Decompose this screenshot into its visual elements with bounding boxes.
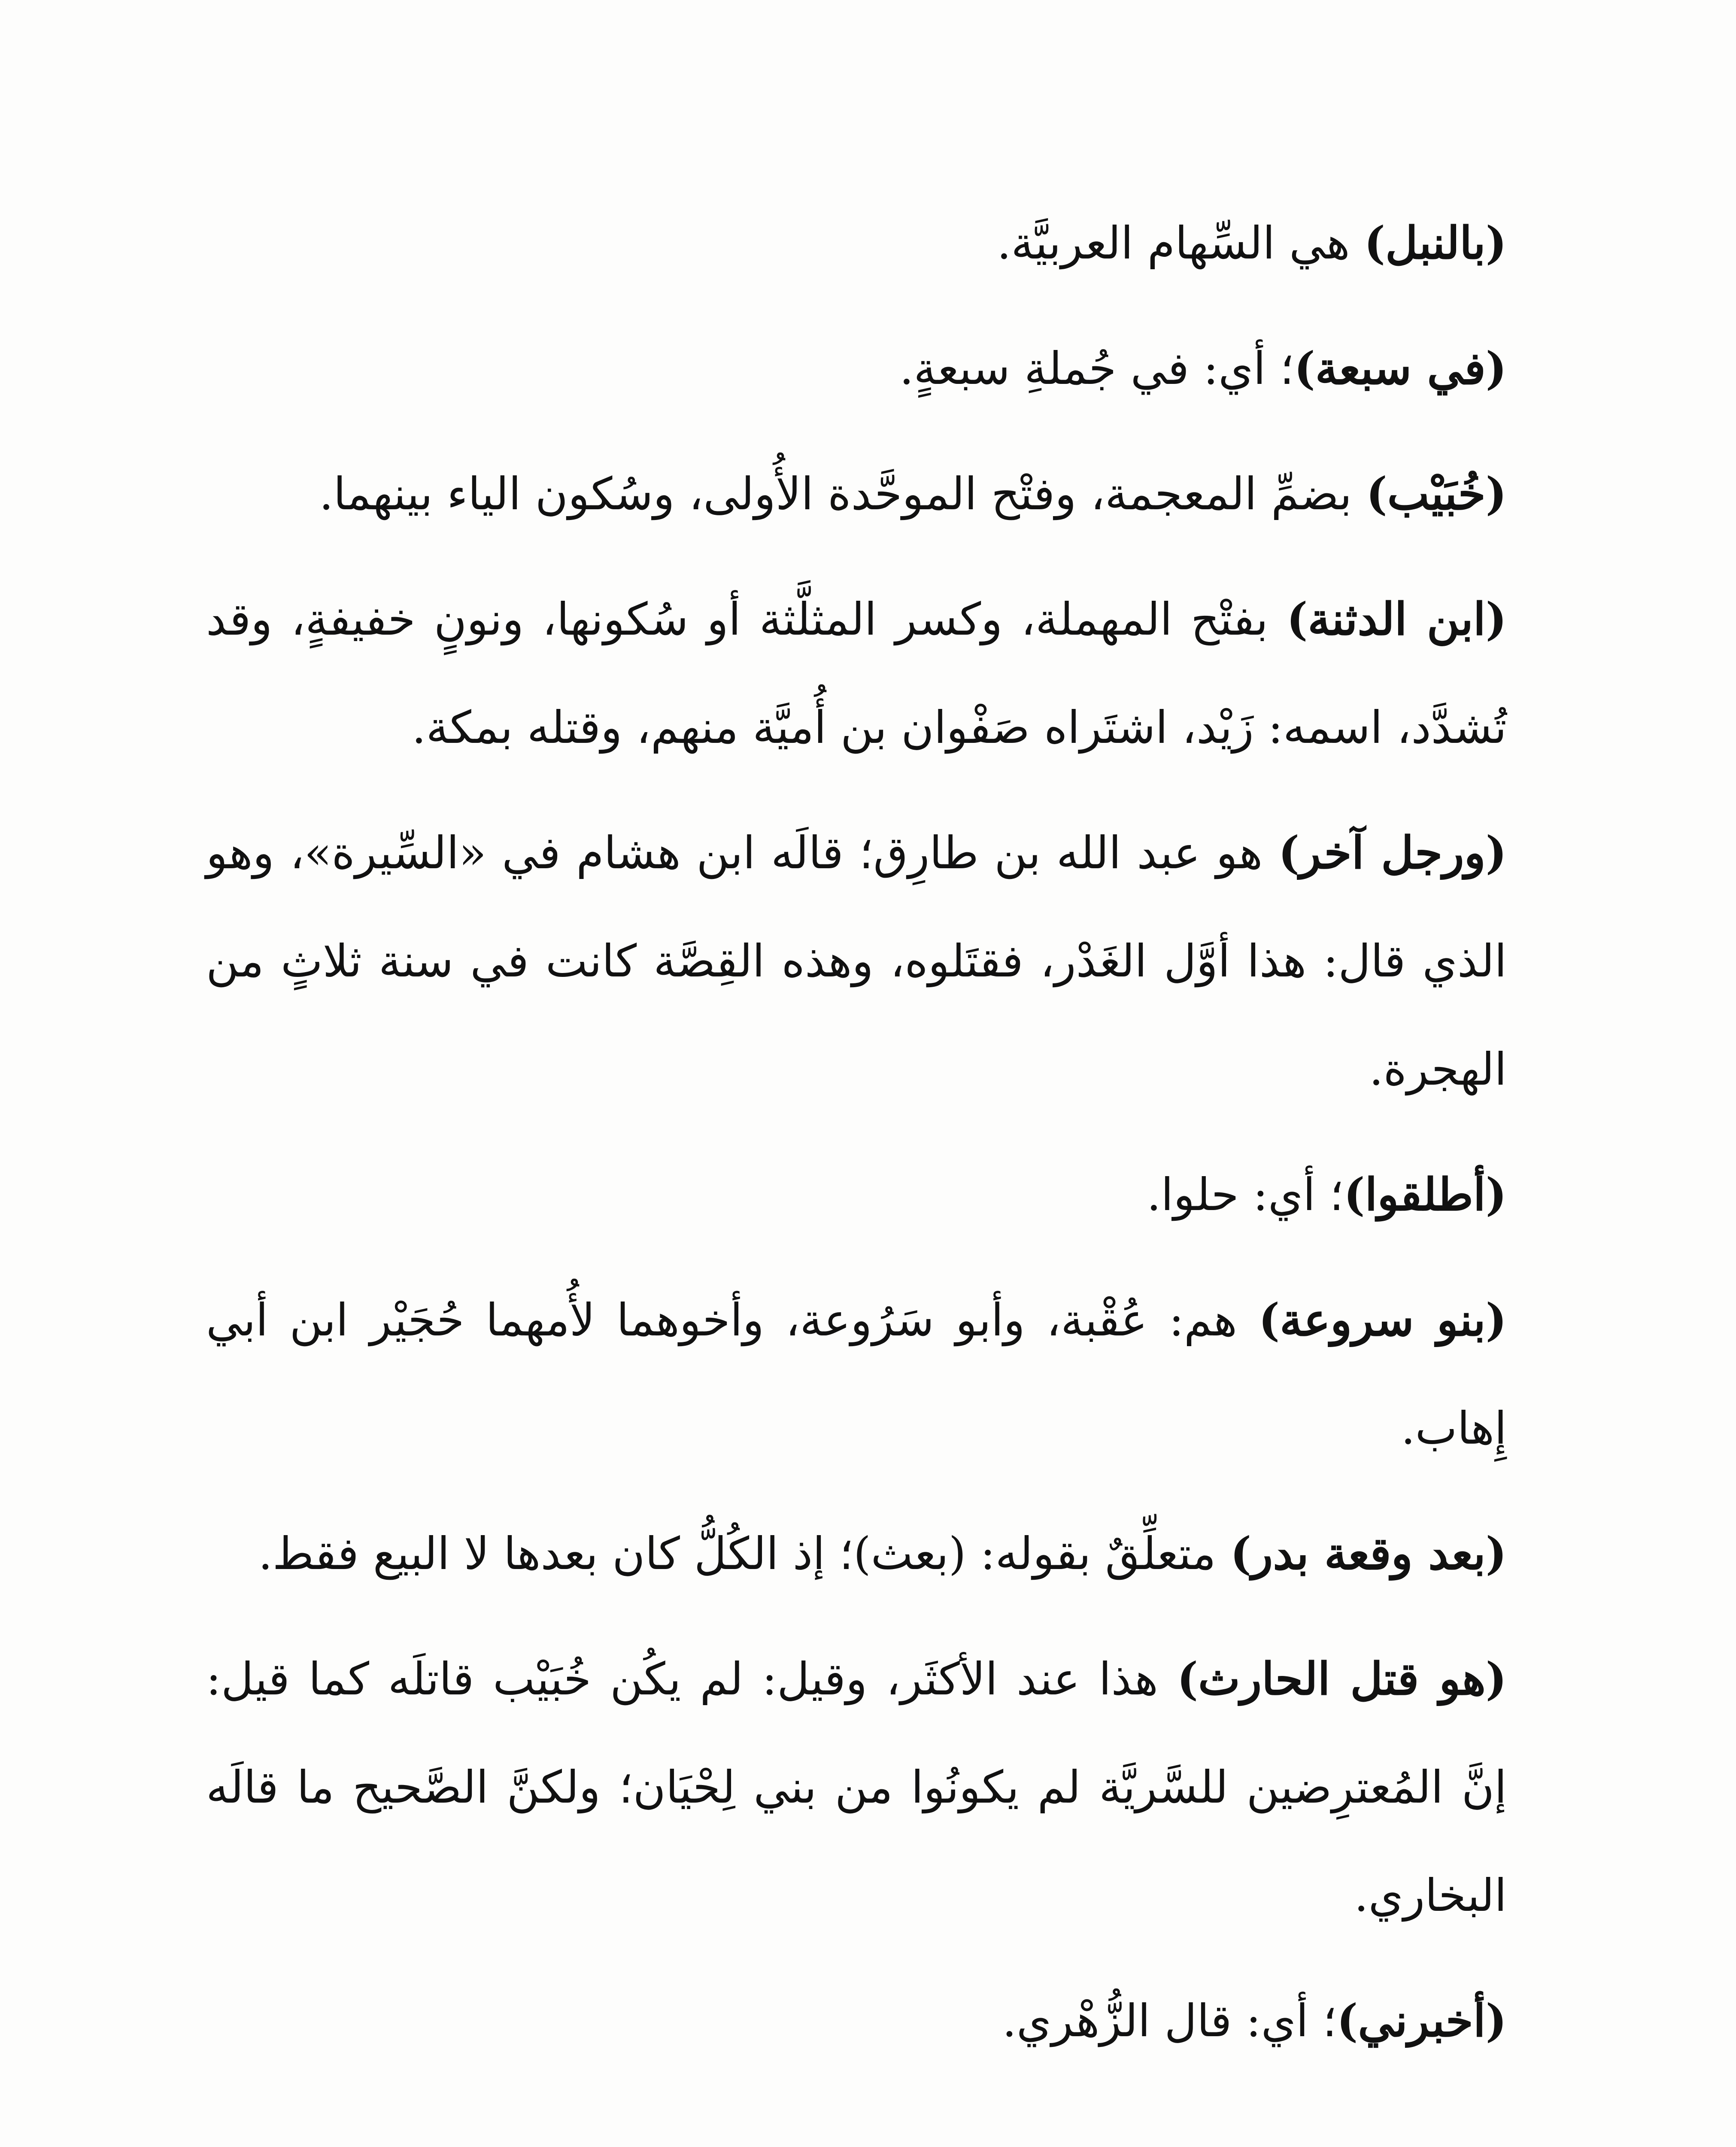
- term-2: (في سبعة): [1294, 342, 1507, 395]
- term-8: (بعد وقعة بدر): [1230, 1527, 1507, 1580]
- body-3: بضمِّ المعجمة، وفتْح الموحَّدة الأُولى، وسُكون الياء بينهما.: [319, 468, 1366, 520]
- body-10: ؛ أي: قال الزُّهْري.: [1002, 1995, 1337, 2047]
- term-4: (ابن الدثنة): [1287, 593, 1507, 645]
- term-9: (هو قتل الحارث): [1177, 1652, 1507, 1705]
- paragraph-1: [206, 189, 1507, 297]
- paragraph-9: [206, 1625, 1507, 1949]
- body-5: هو عبد الله بن طارِق؛ قالَه ابن هشام في «السِّيرة»، وهو الذي قال: هذا أوَّل الغَدْر، فقتَلوه، وهذه القِصَّة كانت في سنة ثلاثٍ من الهجرة.: [206, 827, 1507, 1095]
- term-1: (بالنبل): [1364, 216, 1507, 269]
- body-6: ؛ أي: حلوا.: [1147, 1168, 1344, 1221]
- term-5: (ورجل آخر): [1278, 826, 1507, 879]
- body-4: بفتْح المهملة، وكسر المثلَّثة أو سُكونها، ونونٍ خفيفةٍ، وقد تُشدَّد، اسمه: زَيْد، اشتَراه صَفْوان بن أُميَّة منهم، وقتله بمكة.: [206, 593, 1507, 754]
- paragraph-7: [206, 1266, 1507, 1482]
- body-7: هم: عُقْبة، وأبو سَرُوعة، وأخوهما لأُمهما حُجَيْر ابن أبي إِهاب.: [206, 1294, 1507, 1454]
- term-7: (بنو سروعة): [1258, 1293, 1507, 1346]
- paragraph-6: [206, 1140, 1507, 1249]
- paragraph-5: [206, 799, 1507, 1123]
- paragraph-2: [206, 314, 1507, 423]
- commentary-text: [206, 189, 1507, 2092]
- term-3: (خُبَيْب): [1366, 467, 1507, 520]
- term-10: (أخبرني): [1337, 1994, 1507, 2047]
- term-6: (أطلقوا): [1344, 1168, 1507, 1221]
- body-9: هذا عند الأكثَر، وقيل: لم يكُن خُبَيْب قاتلَه كما قيل: إنَّ المُعترِضين للسَّريَّة لم يكونُوا من بني لِحْيَان؛ ولكنَّ الصَّحيح ما قالَه البخاري.: [206, 1653, 1507, 1922]
- paragraph-3: [206, 440, 1507, 548]
- body-8: متعلِّقٌ بقوله: (بعث)؛ إذ الكُلُّ كان بعدها لا البيع فقط.: [258, 1527, 1230, 1580]
- body-2: ؛ أي: في جُملةِ سبعةٍ.: [899, 342, 1294, 395]
- paragraph-8: [206, 1499, 1507, 1608]
- paragraph-4: [206, 565, 1507, 782]
- body-1: هي السِّهام العربيَّة.: [997, 217, 1364, 269]
- paragraph-10: [206, 1967, 1507, 2075]
